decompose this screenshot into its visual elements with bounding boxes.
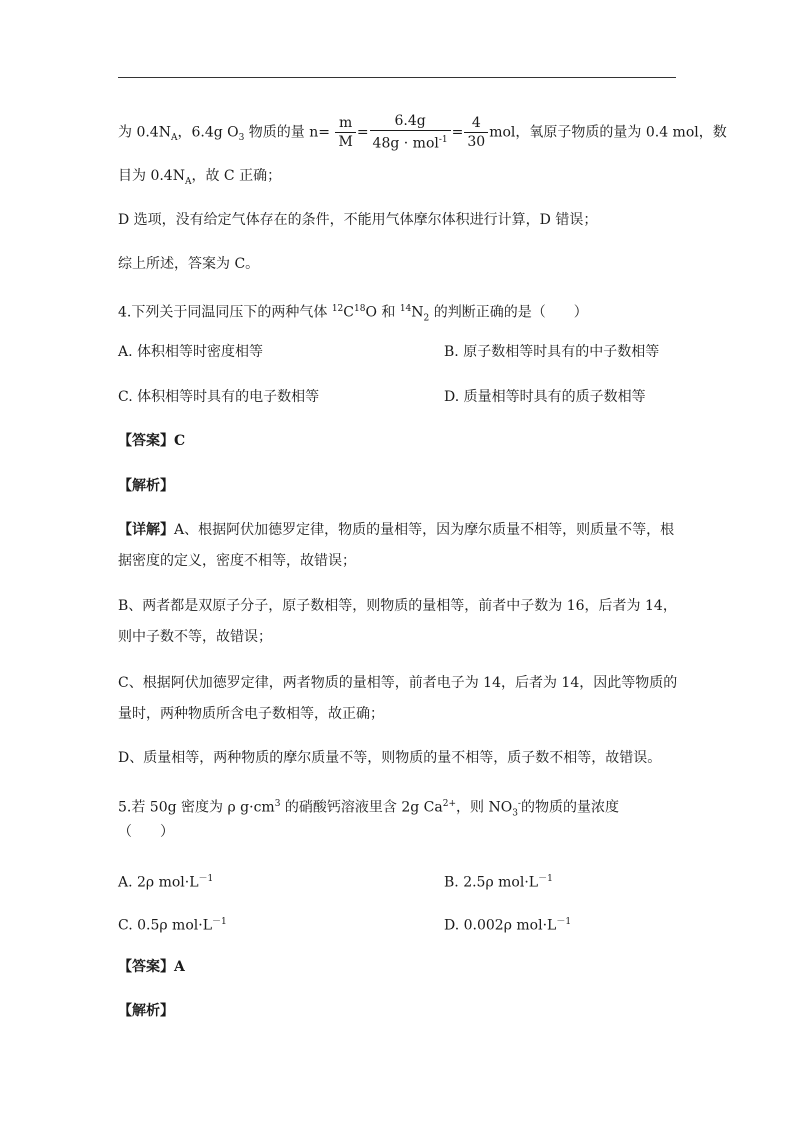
q4-detail-d: D、质量相等，两种物质的摩尔质量不等，则物质的量不相等，质子数不相等，故错误。 bbox=[118, 750, 662, 766]
q4-detail-c1: C、根据阿伏加德罗定律，两者物质的量相等，前者电子为 14，后者为 14，因此等物质的 bbox=[118, 675, 678, 691]
q4-analysis-label: 【解析】 bbox=[118, 478, 174, 494]
fraction-m-over-M: $\frac{m}{M}$ bbox=[335, 114, 355, 151]
q4-detail-b1: B、两者都是双原子分子，原子数相等，则物质的量相等，前者中子数为 16，后者为 14， bbox=[118, 598, 677, 614]
q4-option-d: D. 质量相等时具有的质子数相等 bbox=[444, 389, 646, 405]
text-line-4: 综上所述，答案为 C。 bbox=[118, 256, 260, 272]
text-line-2: 目为 $0.4N_A$，故 C 正确； bbox=[118, 168, 282, 187]
text-line-3: D 选项，没有给定气体存在的条件，不能用气体摩尔体积进行计算，D 错误； bbox=[118, 212, 598, 228]
q5-option-d: D. 0.002ρ $mol\cdot L^{-1}$ bbox=[444, 917, 572, 934]
q4-answer: 【答案】C bbox=[118, 433, 186, 449]
fraction-mass-over-molar: $\frac{6.4g}{48g \cdot mol^{-1}}$ bbox=[370, 112, 451, 153]
text-line-1: 为 $0.4N_A$，6.4g $O_3$ 物质的量 n= $\frac{m}{M}$ = $\frac{6.4g}{48g \cdot mol^{-1}}$ = $\frac{4}{30}$ mol，氧原子物质的量为 0.4 mol，数 bbox=[118, 113, 727, 152]
q4-detail-a2: 据密度的定义，密度不相等，故错误； bbox=[118, 553, 356, 569]
q5-answer: 【答案】A bbox=[118, 959, 185, 975]
q5-analysis-label: 【解析】 bbox=[118, 1003, 174, 1019]
q5-paren: （ ） bbox=[118, 824, 174, 840]
q5-option-b: B. 2.5ρ $mol\cdot L^{-1}$ bbox=[444, 874, 553, 891]
q5-option-a: A. 2ρ $mol\cdot L^{-1}$ bbox=[118, 874, 214, 891]
q4-detail-b2: 则中子数不等，故错误； bbox=[118, 629, 272, 645]
q5-option-c: C. 0.5ρ $mol\cdot L^{-1}$ bbox=[118, 917, 227, 934]
q4-detail-a1: 【详解】A、根据阿伏加德罗定律，物质的量相等，因为摩尔质量不相等，则质量不等，根 bbox=[118, 522, 675, 538]
q4-option-b: B. 原子数相等时具有的中子数相等 bbox=[444, 344, 660, 360]
q4-option-c: C. 体积相等时具有的电子数相等 bbox=[118, 389, 320, 405]
header-rule bbox=[118, 77, 676, 78]
q5-stem: 5.若 50g 密度为 ρ $g\cdot cm^3$ 的硝酸钙溶液里含 2g $Ca^{2+}$，则 $NO_3^-$的物质的量浓度 bbox=[118, 799, 619, 819]
fraction-4-over-30: $\frac{4}{30}$ bbox=[464, 114, 488, 151]
q4-detail-c2: 量时，两种物质所含电子数相等，故正确； bbox=[118, 706, 384, 722]
q4-option-a: A. 体积相等时密度相等 bbox=[118, 344, 264, 360]
q4-stem: 4.下列关于同温同压下的两种气体 $^{12}C^{18}O$ 和 $^{14}N_2$ 的判断正确的是（ ） bbox=[118, 304, 588, 324]
